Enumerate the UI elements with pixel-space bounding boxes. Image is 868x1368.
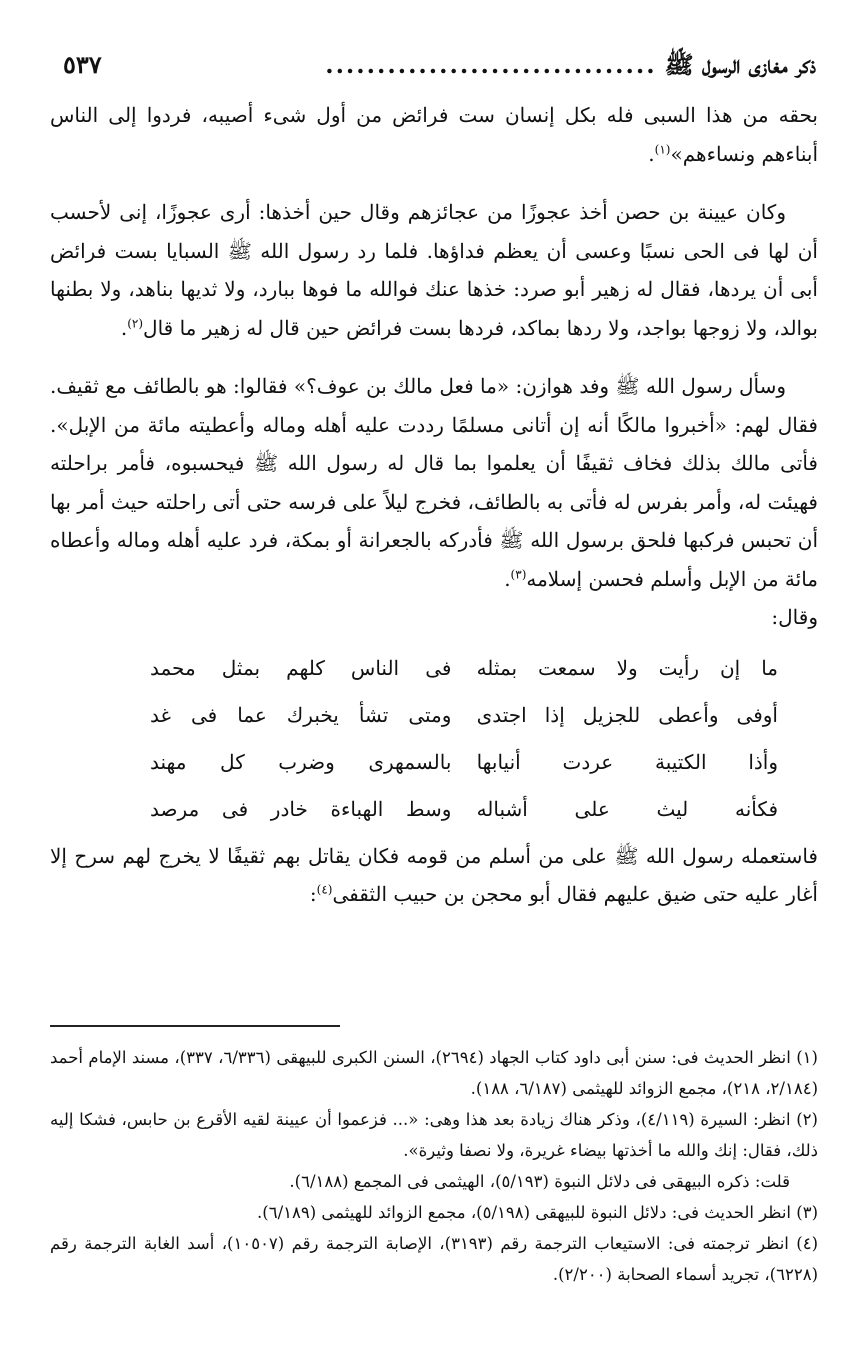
verse-second-hemistich: ومتى تشأ يخبرك عما فى غد: [150, 702, 452, 727]
footnote-separator: [50, 1025, 340, 1027]
footnote-ref-3: (٣): [510, 566, 527, 581]
paragraph-1: بحقه من هذا السبى فله بكل إنسان ست فرائض من أول شىء أصيبه، فردوا إلى الناس أبناءهم ونساءهم»$^{(١)}$.: [50, 103, 818, 166]
chapter-title: ذكر مغازى الرسول ﷺ: [664, 50, 816, 79]
poem-verse: [150, 645, 778, 692]
footnote-4: (٤) انظر ترجمته فى: الاستيعاب الترجمة رقم (٣١٩٣)، الإصابة الترجمة رقم (١٠٥٠٧)، أسد الغابة الترجمة رقم (٦٢٢٨)، تجريد أسماء الصحابة (٢/٢٠٠).: [50, 1234, 819, 1284]
verse-first-hemistich: وأذا الكتيبة عردت أنيابها: [476, 749, 778, 774]
footnote-2: (٢) انظر: السيرة (٤/١١٩)، وذكر هناك زيادة بعد هذا وهى: «... فزعموا أن عيينة لقيه الأقرع بن حابس، فشكا إليه ذلك، فقال: إنك والله ما أخذتها بيضاء غريرة، ولا نصفا وثيرة».: [50, 1110, 818, 1160]
footnote-ref-4: (٤): [316, 882, 333, 897]
poem-verse: [150, 692, 778, 739]
verse-second-hemistich: بالسمهرى وضرب كل مهند: [150, 749, 452, 774]
paragraph-3-text: وسأل رسول الله ﷺ وفد هوازن: «ما فعل مالك بن عوف؟» فقالوا: هو بالطائف مع ثقيف. فقال لهم: «أخبروا مالكًا أنه إن أتانى مسلمًا رددت عليه أهله وماله وأعطيته مائة من الإبل». فأتى مالك بذلك فخاف ثقيفًا أن يعلموا بما قال له رسول الله ﷺ فيحسبوه، فأمر براحلته فهيئت له، وأمر بفرس له فأتى به بالطائف، فخرج ليلاً على فرسه حتى أتى راحلته حيث أمر بها أن تحبس فركبها فلحق برسول الله ﷺ فأدركه بالجعرانة أو بمكة، فرد عليه أهله وماله وأعطاه مائة من الإبل وأسلم فحسن إسلامه: [50, 374, 818, 591]
verse-first-hemistich: فكأنه ليث على أشباله: [476, 796, 778, 821]
paragraph-2-text: وكان عيينة بن حصن أخذ عجوزًا من عجائزهم وقال حين أخذها: أرى عجوزًا، إنى لأحسب أن لها فى الحى نسبًا وعسى أن يعظم فداؤها. فلما رد رسول الله ﷺ السبايا بست فرائض أبى أن يردها، فقال له زهير أبو صرد: خذها عنك فوالله ما فوها ببارد، ولا ثديها بناهد، ولا بطنها بوالد، ولا زوجها بواجد، ولا ردها بماكد، فردها بست فرائض حين قال له زهير ما قال: [50, 200, 818, 340]
footnote-1: (١) انظر الحديث فى: سنن أبى داود كتاب الجهاد (٢٦٩٤)، السنن الكبرى للبيهقى (٦/٣٣٦، ٣٣٧)، مسند الإمام أحمد (٢/١٨٤، ٢١٨)، مجمع الزوائد للهيثمى (٦/١٨٧، ١٨٨).: [50, 1048, 818, 1098]
leader-dots: ................................: [325, 50, 657, 79]
running-header: [63, 50, 816, 90]
paragraph-4: وقال:: [771, 605, 818, 629]
paragraph-1-text: بحقه من هذا السبى فله بكل إنسان ست فرائض من أول شىء أصيبه، فردوا إلى الناس أبناءهم ونساءهم»: [50, 103, 818, 166]
footnote-3: (٣) انظر الحديث فى: دلائل النبوة للبيهقى (٥/١٩٨)، مجمع الزوائد للهيثمى (٦/١٨٩).: [257, 1203, 818, 1222]
poem: [150, 645, 778, 833]
footnotes: [50, 1042, 818, 1290]
paragraph-5: [50, 837, 818, 914]
footnote-ref-1: (١): [654, 141, 671, 156]
verse-second-hemistich: فى الناس كلهم بمثل محمد: [150, 655, 452, 680]
main-text: [50, 96, 818, 1006]
poem-verse: [150, 786, 778, 833]
verse-first-hemistich: أوفى وأعطى للجزيل إذا اجتدى: [476, 702, 778, 727]
footnote-2-continuation: قلت: ذكره البيهقى فى دلائل النبوة (٥/١٩٣)، الهيثمى فى المجمع (٦/١٨٨).: [289, 1172, 790, 1191]
verse-first-hemistich: ما إن رأيت ولا سمعت بمثله: [476, 655, 778, 680]
paragraph-3: وسأل رسول الله ﷺ وفد هوازن: «ما فعل مالك بن عوف؟» فقالوا: هو بالطائف مع ثقيف. فقال لهم: «أخبروا مالكًا أنه إن أتانى مسلمًا رددت عليه أهله وماله وأعطيته مائة من الإبل». فأتى مالك بذلك فخاف ثقيفًا أن يعلموا بما قال له رسول الله ﷺ فيحسبوه، فأمر براحلته فهيئت له، وأمر بفرس له فأتى به بالطائف، فخرج ليلاً على فرسه حتى أتى راحلته حيث أمر بها أن تحبس فركبها فلحق برسول الله ﷺ فأدركه بالجعرانة أو بمكة، فرد عليه أهله وماله وأعطاه مائة من الإبل وأسلم فحسن إسلامه$^{(٣)}$.: [50, 374, 818, 591]
poem-verse: [150, 739, 778, 786]
paragraph-5-text: فاستعمله رسول الله ﷺ على من أسلم من قومه فكان يقاتل بهم ثقيفًا لا يخرج لهم سرح إلا أغار عليه حتى ضيق عليهم فقال أبو محجن بن حبيب الثقفى: [50, 843, 818, 906]
paragraph-5-end: :: [309, 882, 317, 906]
page-number: ٥٣٧: [63, 50, 102, 79]
footnote-ref-2: (٢): [127, 315, 144, 330]
paragraph-2: وكان عيينة بن حصن أخذ عجوزًا من عجائزهم وقال حين أخذها: أرى عجوزًا، إنى لأحسب أن لها فى الحى نسبًا وعسى أن يعظم فداؤها. فلما رد رسول الله ﷺ السبايا بست فرائض أبى أن يردها، فقال له زهير أبو صرد: خذها عنك فوالله ما فوها ببارد، ولا ثديها بناهد، ولا بطنها بوالد، ولا زوجها بواجد، ولا ردها بماكد، فردها بست فرائض حين قال له زهير ما قال$^{(٢)}$.: [50, 200, 818, 340]
verse-second-hemistich: وسط الهباءة خادر فى مرصد: [150, 796, 452, 821]
